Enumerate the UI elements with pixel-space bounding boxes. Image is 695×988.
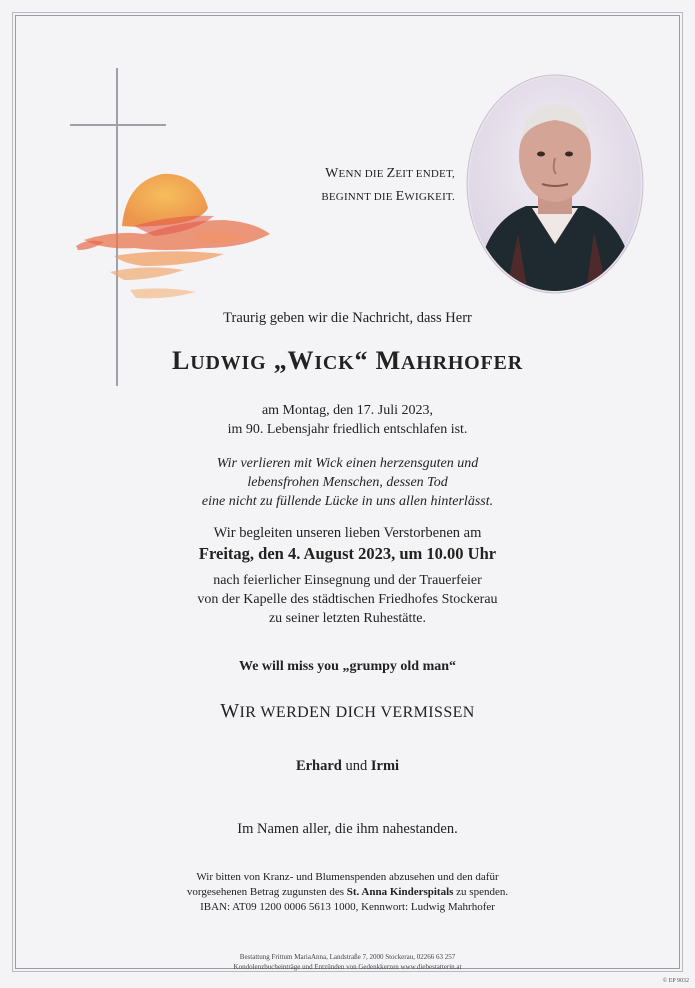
name-part: “ M <box>354 346 401 375</box>
name-part: UDWIG <box>190 352 267 374</box>
motto-text: WIGKEIT. <box>404 191 455 203</box>
print-code: © EP 9032 <box>662 978 689 984</box>
funeral-date: Freitag, den 4. August 2023, um 10.00 Uhr <box>198 544 497 563</box>
name-part: ICK <box>314 352 355 374</box>
motto-text: ENN DIE <box>338 168 387 180</box>
motto-text: BEGINNT DIE <box>321 191 396 203</box>
werden-heading <box>0 700 695 723</box>
death-line: im 90. Lebensjahr friedlich entschlafen ist. <box>227 422 468 437</box>
sunset-watercolor-icon <box>74 168 274 308</box>
motto-initial: E <box>395 189 405 204</box>
donation-line: Wir bitten von Kranz- und Blumenspenden abzusehen und den dafür <box>196 871 499 883</box>
name-part: „W <box>266 346 315 375</box>
donation-note <box>0 870 695 915</box>
footer <box>0 952 695 972</box>
signers <box>0 758 695 775</box>
motto-text: EIT ENDET, <box>395 168 455 180</box>
name-part: L <box>172 346 191 375</box>
signer-name: Erhard <box>295 758 342 774</box>
motto-initial: Z <box>386 166 396 181</box>
death-info <box>0 401 695 439</box>
funeral-details <box>0 571 695 628</box>
deceased-name <box>0 346 695 376</box>
intro-text: Traurig geben wir die Nachricht, dass Herr <box>223 310 472 326</box>
tribute-line: eine nicht zu füllende Lücke in uns allen hinterlässt. <box>201 494 494 509</box>
motto <box>250 162 455 208</box>
motto-line-1 <box>250 162 455 185</box>
donation-beneficiary: St. Anna Kinderspitals <box>346 886 454 898</box>
portrait-photo <box>466 74 644 294</box>
motto-line-2 <box>250 185 455 208</box>
death-line: am Montag, den 17. Juli 2023, <box>261 403 434 418</box>
donation-line <box>0 885 695 900</box>
werden-initial: W <box>220 700 240 722</box>
funeral-line: von der Kapelle des städtischen Friedhofes Stockerau <box>197 592 498 607</box>
donation-text: vorgesehenen Betrag zugunsten des <box>186 886 347 898</box>
cross-horizontal-bar <box>70 124 166 126</box>
names-all: Im Namen aller, die ihm nahestanden. <box>237 821 458 837</box>
motto-initial: W <box>325 166 339 181</box>
funeral-line: nach feierlicher Einsegnung und der Trauerfeier <box>213 573 482 588</box>
name-part: AHRHOFER <box>400 352 523 374</box>
miss-english: We will miss you „grumpy old man“ <box>238 659 457 674</box>
donation-iban: IBAN: AT09 1200 0006 5613 1000, Kennwort: Ludwig Mahrhofer <box>200 901 495 913</box>
footer-address: Bestattung Frittum MariaAnna, Landstraße 7, 2000 Stockerau, 02266 63 257 <box>239 953 456 961</box>
tribute-line: lebensfrohen Menschen, dessen Tod <box>247 475 448 490</box>
accompany-text: Wir begleiten unseren lieben Verstorbenen am <box>213 525 482 541</box>
signer-conj: und <box>341 758 371 774</box>
werden-text: IR WERDEN DICH VERMISSEN <box>239 704 475 721</box>
funeral-line: zu seiner letzten Ruhestätte. <box>268 611 427 626</box>
tribute-text <box>0 454 695 511</box>
footer-website: Kondolenzbucheinträge und Entzünden von Gedenkkerzen www.diebestatterin.at <box>233 963 462 971</box>
tribute-line: Wir verlieren mit Wick einen herzensguten und <box>216 456 479 471</box>
donation-text: zu spenden. <box>453 886 509 898</box>
signer-name: Irmi <box>370 758 400 774</box>
